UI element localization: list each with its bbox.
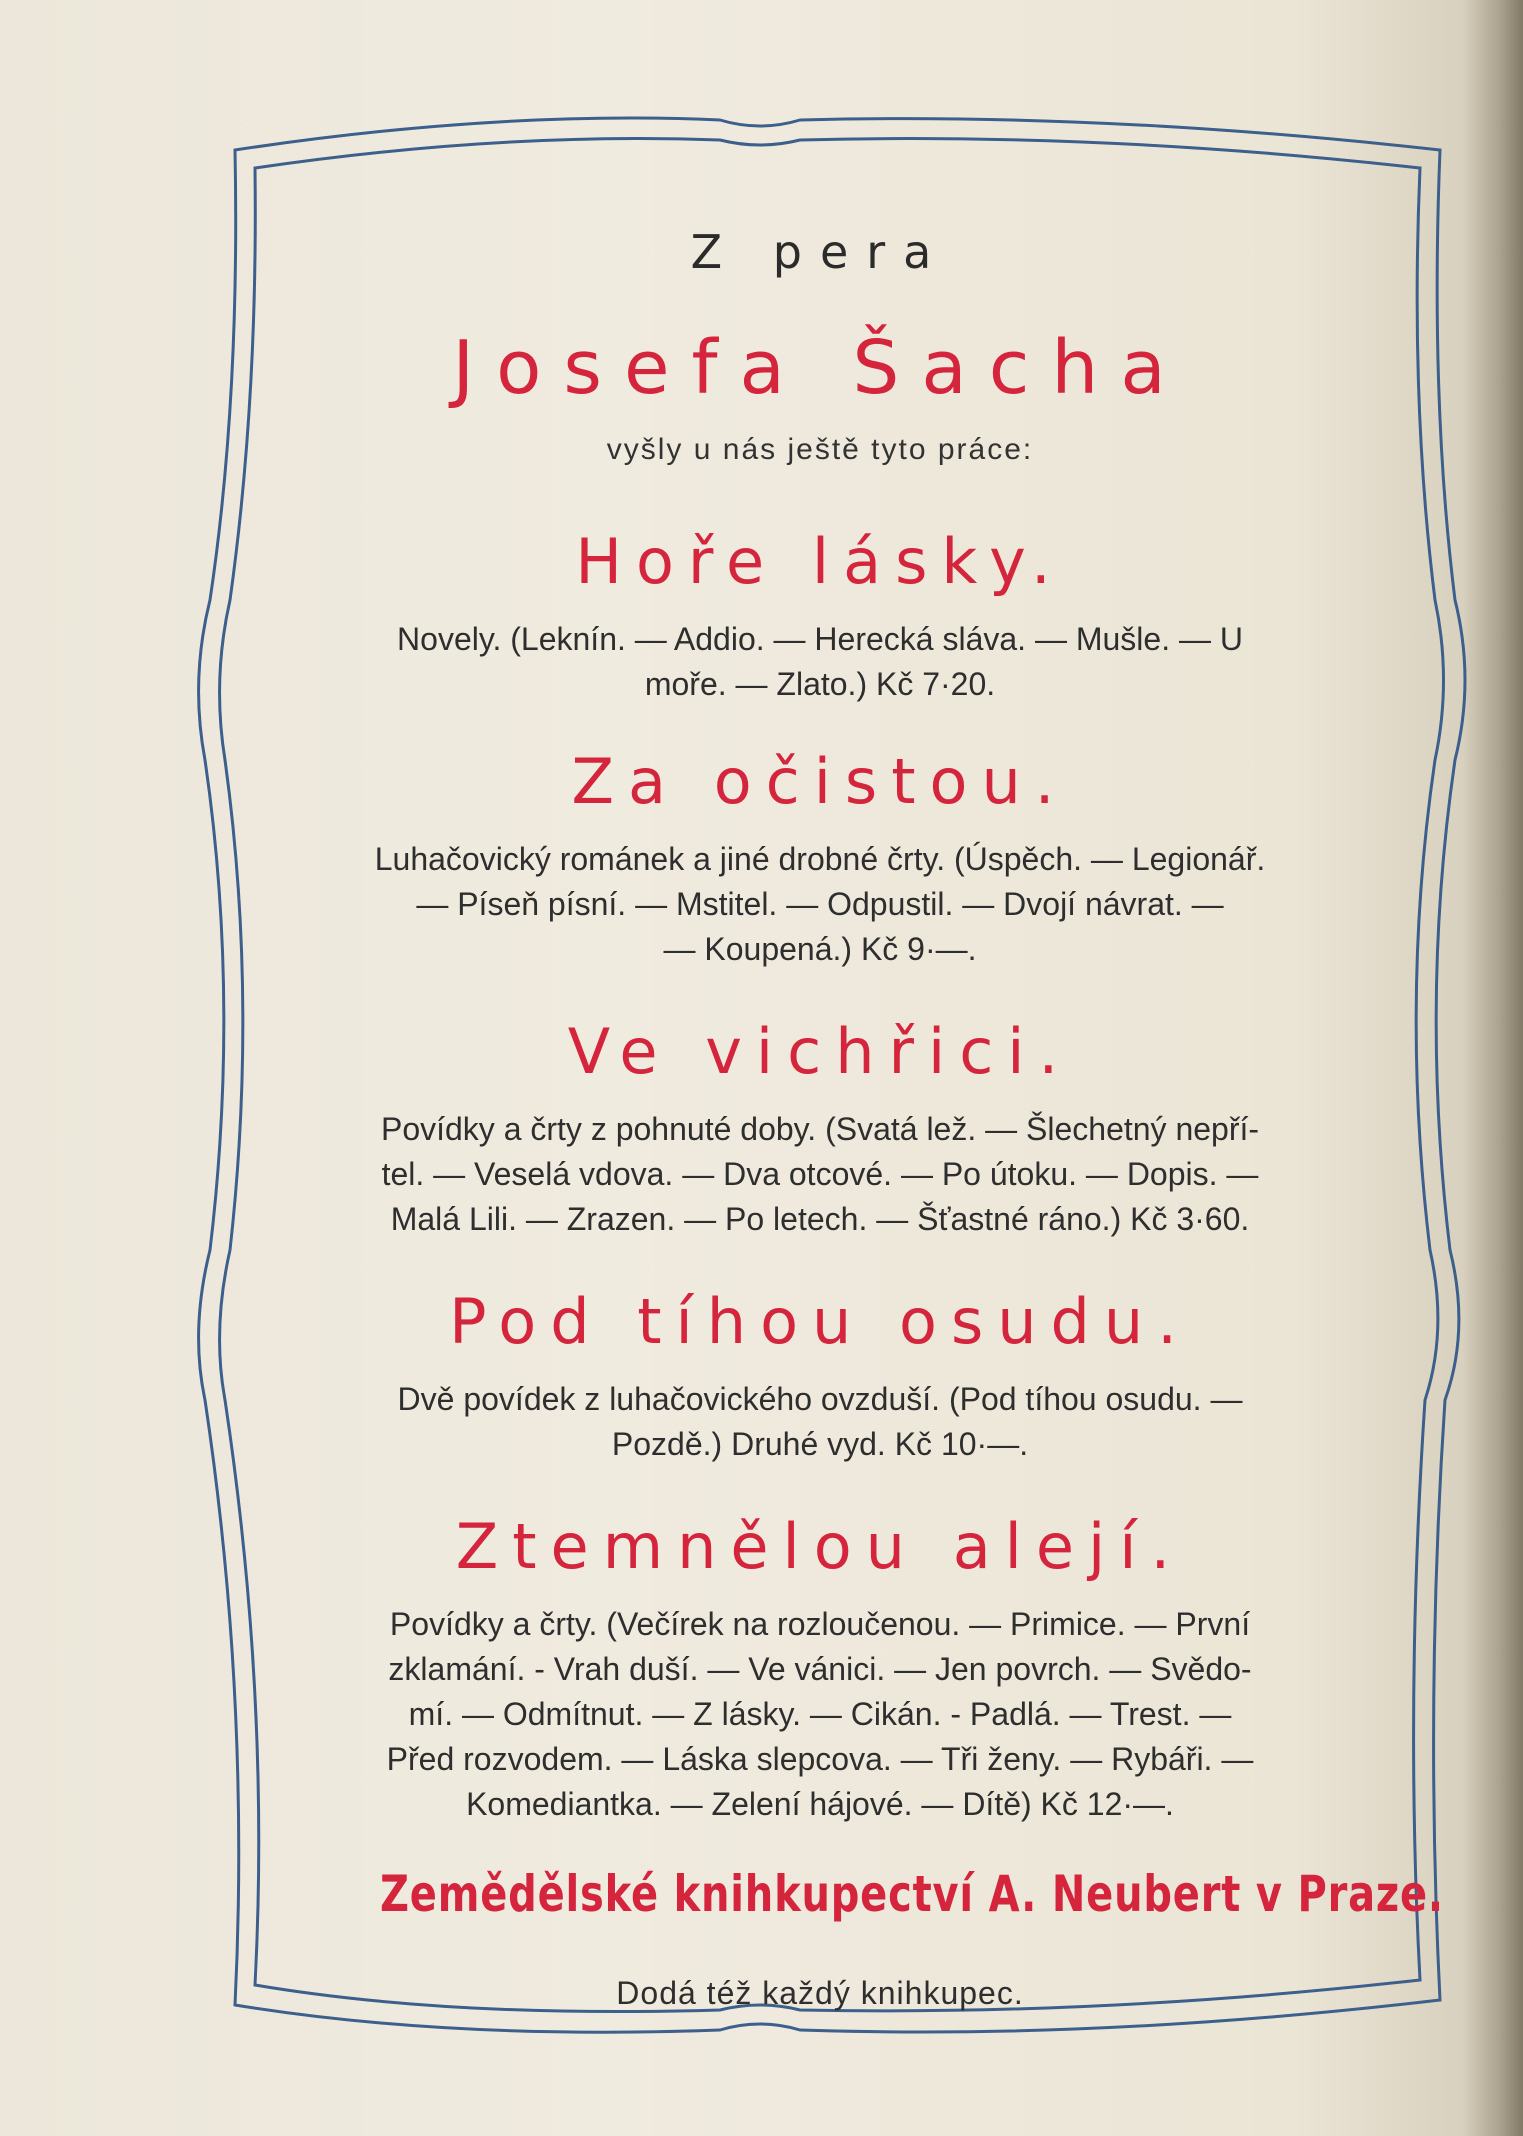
work-description-line: tel. — Veselá vdova. — Dva otcové. — Po útoku. — Dopis. — (381, 1156, 1259, 1192)
work-description-line: Malá Lili. — Zrazen. — Po letech. — Šťastné ráno.) Kč 3·60. (390, 1201, 1250, 1237)
work-description-line: Luhačovický románek a jiné drobné črty. (Úspěch. — Legionář. (374, 841, 1266, 877)
work-description-line: mí. — Odmítnut. — Z lásky. — Cikán. - Padlá. — Trest. — (408, 1696, 1232, 1732)
work-description-line: Novely. (Leknín. — Addio. — Herecká sláva. — Mušle. — U (397, 621, 1243, 657)
author-name: Josefa Šacha (452, 325, 1188, 411)
work-title: Za očistou. (571, 745, 1069, 818)
work-description-line: — Koupená.) Kč 9·—. (663, 931, 977, 967)
publisher-name: Zemědělské knihkupectví A. Neubert v Praze. (380, 1865, 1444, 1923)
work-description-line: — Píseň písní. — Mstitel. — Odpustil. — Dvojí návrat. — (416, 886, 1224, 922)
work-description-line: Před rozvodem. — Láska slepcova. — Tři ženy. — Rybáři. — (386, 1741, 1254, 1777)
work-description-line: zklamání. - Vrah duší. — Ve vánici. — Jen povrch. — Svědo- (388, 1651, 1252, 1687)
work-description-line: Povídky a črty z pohnuté doby. (Svatá lež. — Šlechetný nepří- (380, 1111, 1260, 1147)
intro-subtitle: vyšly u nás ještě tyto práce: (606, 433, 1034, 466)
work-description-line: Pozdě.) Druhé vyd. Kč 10·—. (611, 1426, 1029, 1462)
footer-note: Dodá též každý knihkupec. (616, 1975, 1024, 2011)
work-description-line: moře. — Zlato.) Kč 7·20. (644, 666, 996, 702)
work-title: Pod tíhou osudu. (449, 1285, 1191, 1358)
intro-heading: Z pera (690, 225, 950, 279)
work-title: Ztemnělou alejí. (455, 1510, 1185, 1583)
work-title: Hoře lásky. (575, 525, 1065, 598)
work-title: Ve vichřici. (567, 1015, 1073, 1088)
work-description-line: Komediantka. — Zelení hájové. — Dítě) Kč 12·—. (466, 1786, 1174, 1822)
work-description-line: Povídky a črty. (Večírek na rozloučenou. — Primice. — První (389, 1606, 1251, 1642)
work-description-line: Dvě povídek z luhačovického ovzduší. (Pod tíhou osudu. — (397, 1381, 1243, 1417)
